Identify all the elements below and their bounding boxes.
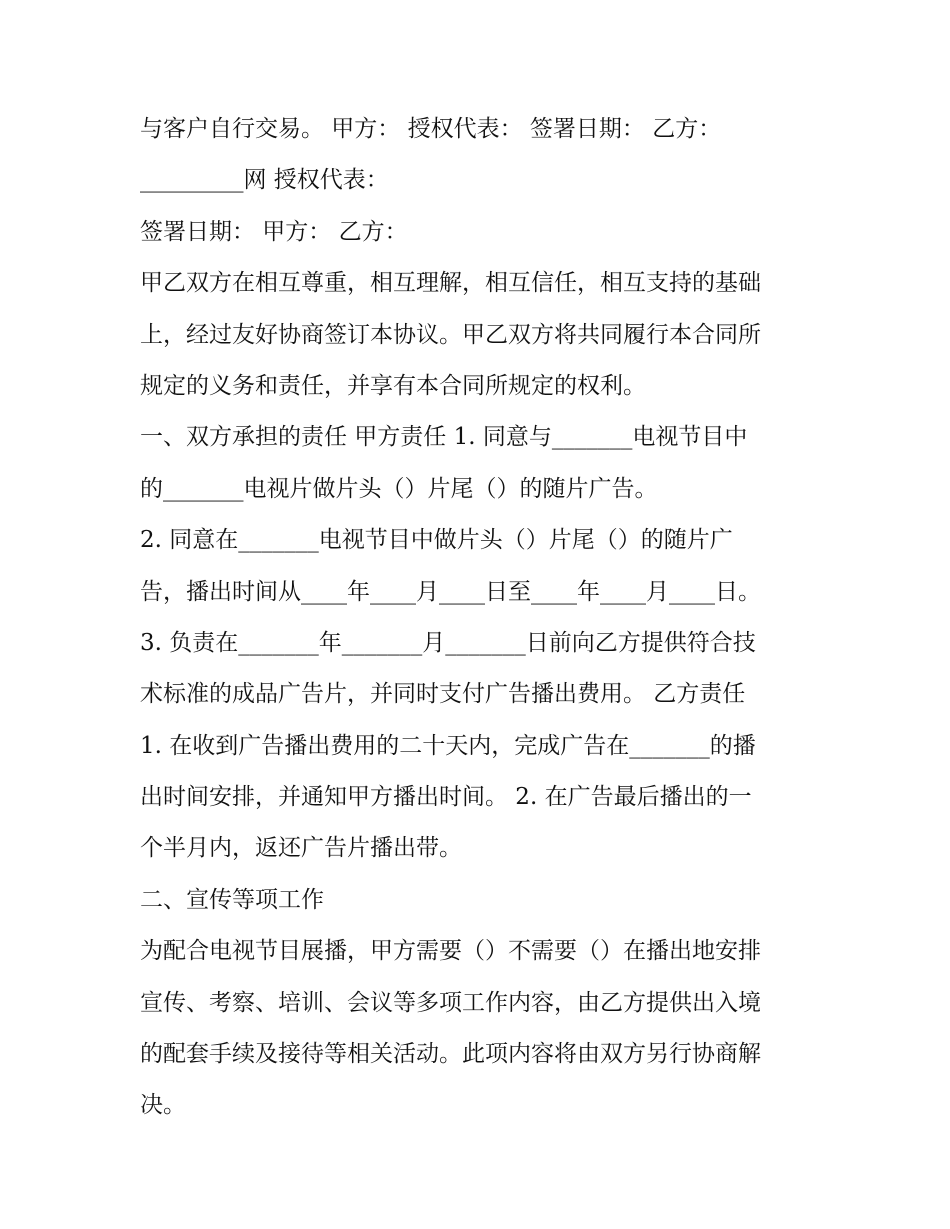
text-line: 术标准的成品广告片，并同时支付广告播出费用。 乙方责任 [140,681,746,708]
text-line: 个半月内，返还广告片播出带。 [140,835,462,862]
text-line: 上，经过友好协商签订本协议。甲乙双方将共同履行本合同所 [140,321,761,348]
text-line: 为配合电视节目展播，甲方需要（）不需要（）在播出地安排 [140,938,761,965]
text-line: 1. 在收到广告播出费用的二十天内，完成广告在_______的播 [140,732,756,759]
text-line: 的配套手续及接待等相关活动。此项内容将由双方另行协商解 [140,1041,761,1068]
text-line: 规定的义务和责任，并享有本合同所规定的权利。 [140,372,646,399]
text-line: _________网 授权代表： [140,167,389,194]
contract-text [140,104,820,1132]
text-line: 与客户自行交易。 甲方： 授权代表： 签署日期： 乙方： [140,116,722,142]
text-line: 2. 同意在_______电视节目中做片头（）片尾（）的随片广 [140,527,733,554]
text-line: 签署日期： 甲方： 乙方： [140,218,408,245]
text-line: 甲乙双方在相互尊重，相互理解，相互信任，相互支持的基础 [140,270,761,297]
text-line: 告，播出时间从____年____月____日至____年____月____日。 [140,578,761,605]
text-line: 出时间安排，并通知甲方播出时间。 2. 在广告最后播出的一 [140,784,752,811]
text-line: 3. 负责在_______年_______月_______日前向乙方提供符合技 [140,629,756,656]
text-line: 的_______电视片做片头（）片尾（）的随片广告。 [140,475,658,502]
text-line: 宣传、考察、培训、会议等多项工作内容，由乙方提供出入境 [140,989,761,1016]
section-heading-promotion: 二、宣传等项工作 [140,886,324,913]
text-line: 决。 [140,1092,186,1119]
section-heading-responsibilities: 一、双方承担的责任 甲方责任 1. 同意与_______电视节目中 [140,424,748,451]
